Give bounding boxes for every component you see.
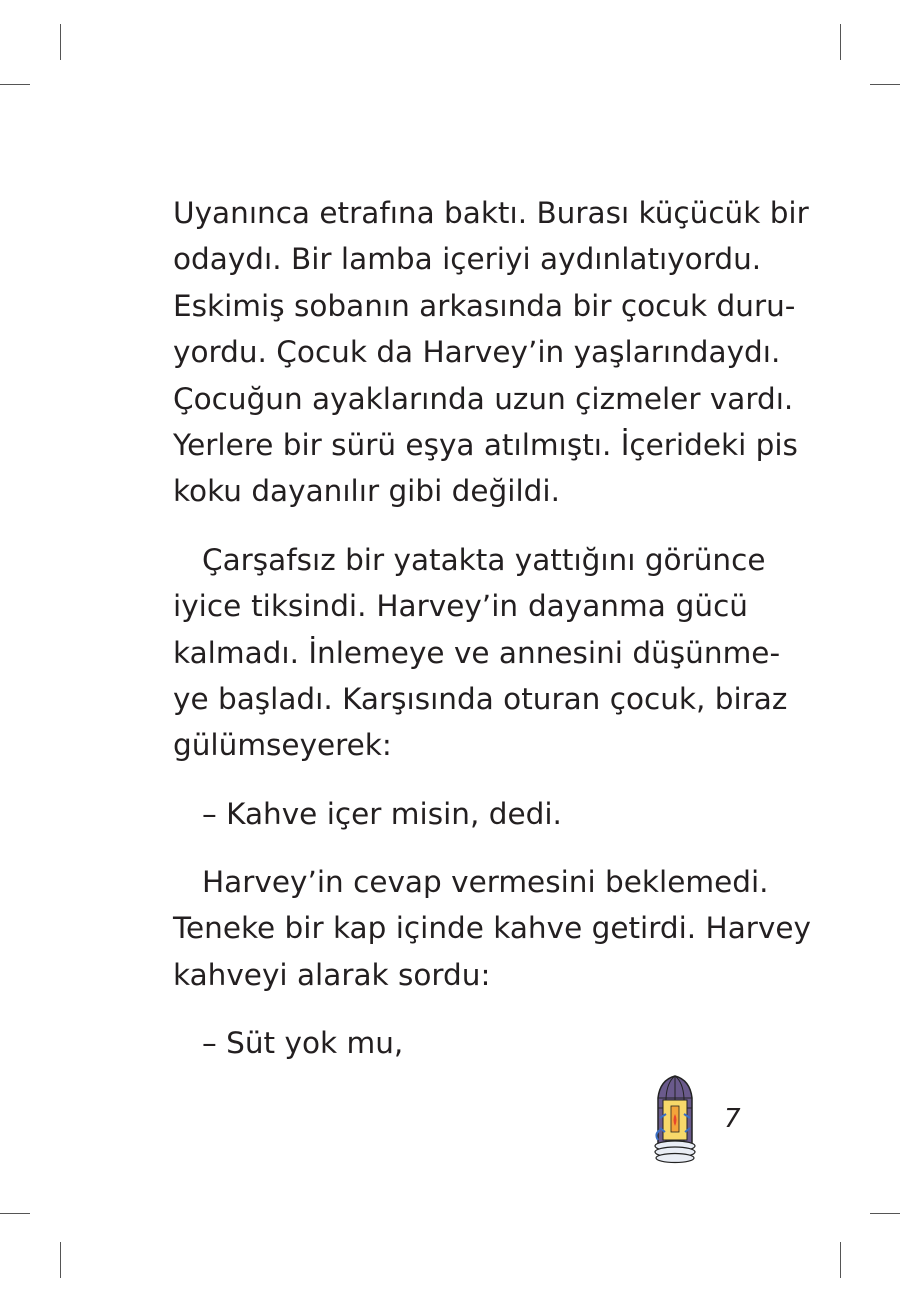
lantern-icon — [650, 1074, 700, 1164]
crop-mark-bottom-right-h — [870, 1213, 900, 1214]
text-line: kahveyi alarak sordu: — [173, 957, 491, 992]
text-line: Çocuğun ayaklarında uzun çizmeler vardı. — [173, 381, 794, 416]
paragraph — [173, 190, 809, 515]
crop-mark-top-right-h — [870, 84, 900, 85]
dialogue-line: – Kahve içer misin, dedi. — [202, 796, 562, 831]
dialogue-line: – Süt yok mu, — [202, 1026, 404, 1061]
crop-mark-top-left-h — [0, 84, 30, 85]
text-line: Çarşafsız bir yatakta yattığını görünce — [202, 542, 766, 577]
text-line: gülümseyerek: — [173, 728, 392, 763]
body-text — [173, 190, 811, 1067]
text-line: iyice tiksindi. Harvey’in dayanma gücü — [173, 589, 748, 624]
text-line: Harvey’in cevap vermesini beklemedi. — [202, 865, 769, 900]
paragraph — [173, 1020, 748, 1066]
text-line: Eskimiş sobanın arkasında bir çocuk duru- — [173, 288, 796, 323]
paragraph — [173, 859, 811, 998]
text-line: Yerlere bir sürü eşya atılmıştı. İçerideki pis — [173, 427, 798, 462]
text-line: kalmadı. İnlemeye ve annesini düşünme- — [173, 635, 781, 670]
paragraph — [173, 791, 748, 837]
text-line: yordu. Çocuk da Harvey’in yaşlarındaydı. — [173, 335, 781, 370]
crop-mark-bottom-left — [60, 1242, 61, 1278]
crop-mark-bottom-left-h — [0, 1213, 30, 1214]
text-line: odaydı. Bir lamba içeriyi aydınlatıyordu. — [173, 242, 762, 277]
crop-mark-top-left — [60, 24, 61, 60]
text-line: koku dayanılır gibi değildi. — [173, 474, 560, 509]
text-line: Teneke bir kap içinde kahve getirdi. Harvey — [173, 911, 811, 946]
page-number: 7 — [724, 1104, 741, 1134]
text-line: ye başladı. Karşısında oturan çocuk, biraz — [173, 681, 788, 716]
crop-mark-top-right — [840, 24, 841, 60]
paragraph — [173, 537, 788, 769]
text-line: Uyanınca etrafına baktı. Burası küçücük bir — [173, 196, 809, 230]
crop-mark-bottom-right — [840, 1242, 841, 1278]
